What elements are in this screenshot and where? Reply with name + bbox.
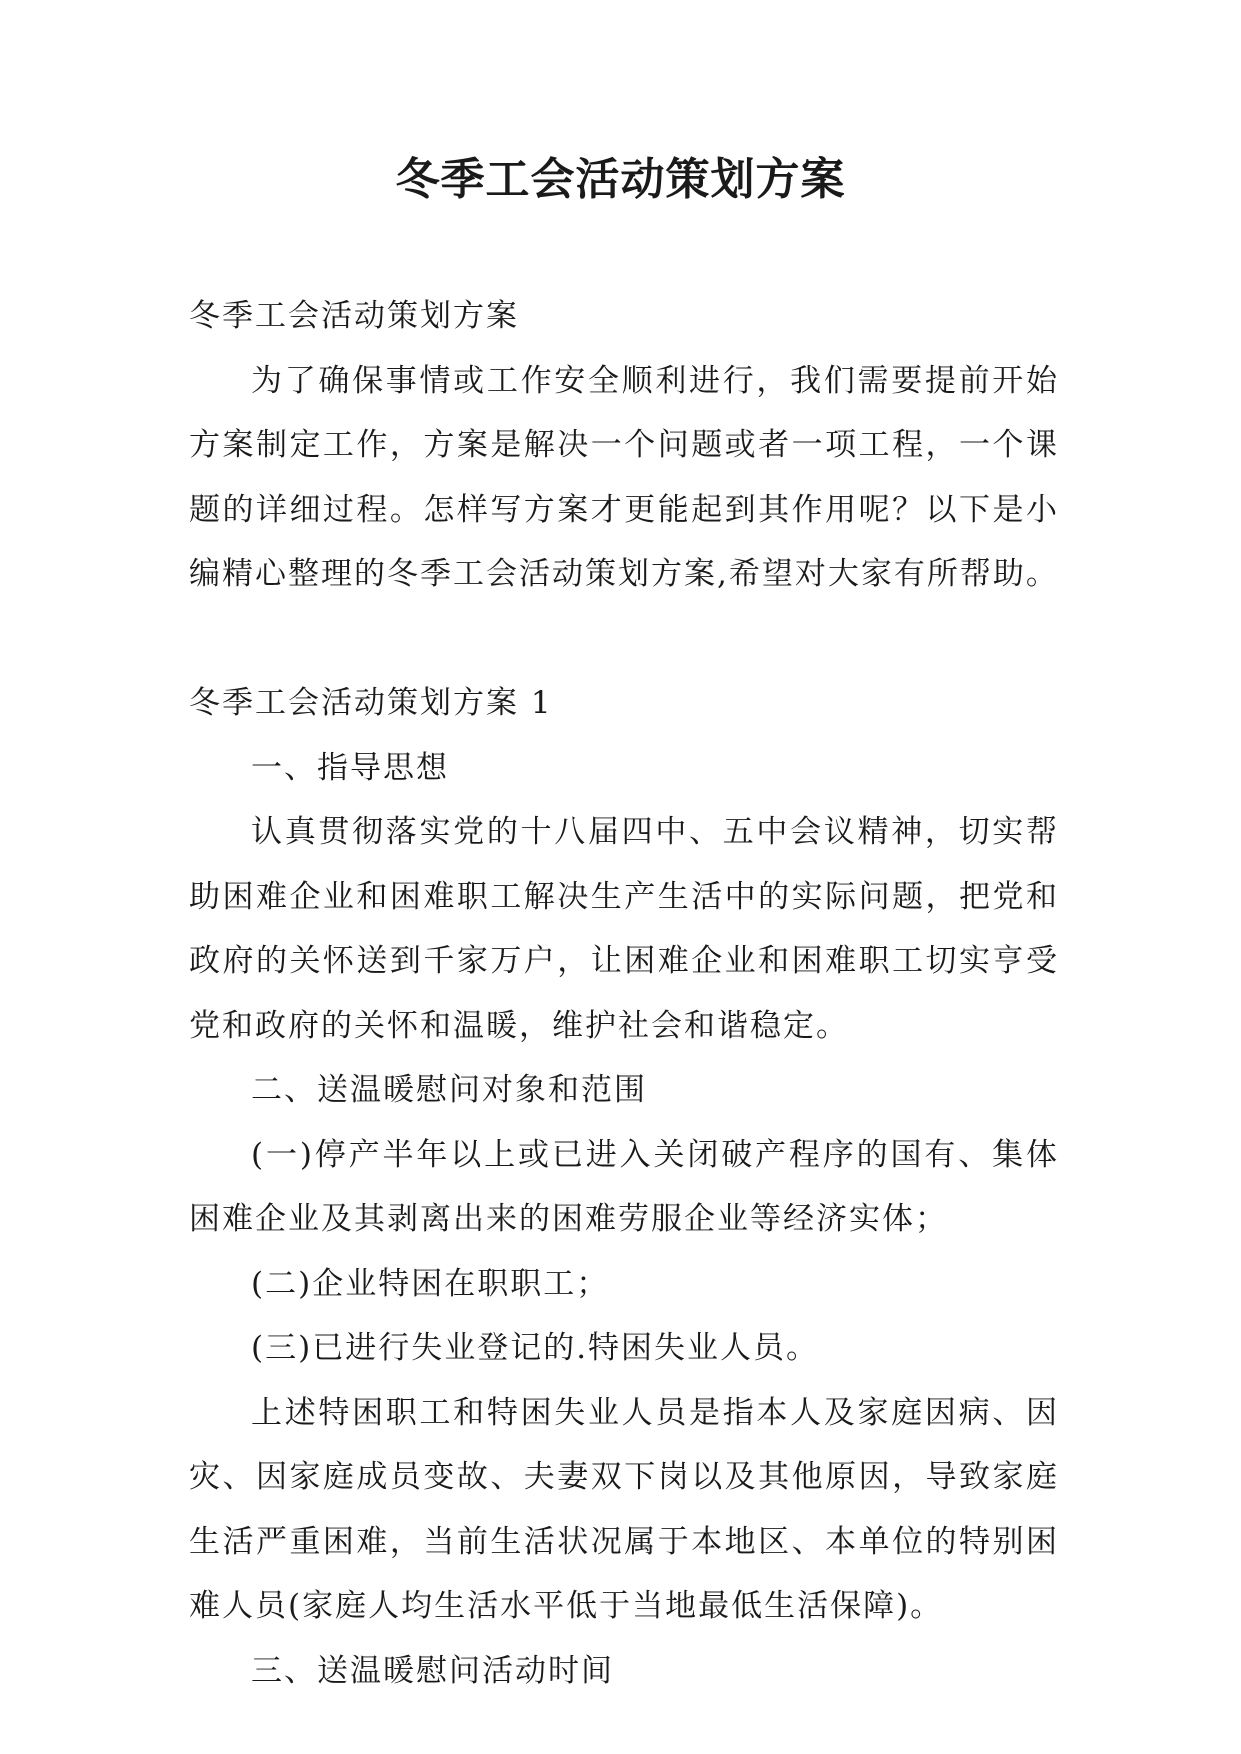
scope-item-2: (二)企业特困在职职工； [251,1265,610,1302]
scope-item-1: (一)停产半年以上或已进入关闭破产程序的国有、集体困难企业及其剥离出来的困难劳服企业等经济实体； [189,1136,1059,1237]
heading-guiding-ideology: 一、指导思想 [251,749,449,786]
document-subtitle: 冬季工会活动策划方案 [189,298,519,334]
scope-item-3: (三)已进行失业登记的.特困失业人员。 [251,1330,820,1366]
document-title: 冬季工会活动策划方案 [395,154,846,205]
document-body [189,284,1059,1703]
section-title: 冬季工会活动策划方案 1 [189,685,553,721]
paragraph-gap [189,607,1059,672]
paragraph-guiding-ideology: 认真贯彻落实党的十八届四中、五中会议精神，切实帮助困难企业和困难职工解决生产生活中的实际问题，把党和政府的关怀送到千家万户，让困难企业和困难职工切实亨受党和政府的关怀和温暖，维护社会和谐稳定。 [189,814,1059,1044]
paragraph-definition: 上述特困职工和特困失业人员是指本人及家庭因病、因灾、因家庭成员变故、夫妻双下岗以及其他原因，导致家庭生活严重困难，当前生活状况属于本地区、本单位的特别困难人员(家庭人均生活水平低于当地最低生活保障)。 [189,1394,1059,1624]
heading-activity-time: 三、送温暖慰问活动时间 [251,1652,614,1689]
intro-paragraph: 为了确保事情或工作安全顺利进行，我们需要提前开始方案制定工作，方案是解决一个问题或者一项工程，一个课题的详细过程。怎样写方案才更能起到其作用呢？以下是小编精心整理的冬季工会活动策划方案,希望对大家有所帮助。 [189,362,1059,592]
heading-scope: 二、送温暖慰问对象和范围 [251,1072,647,1108]
